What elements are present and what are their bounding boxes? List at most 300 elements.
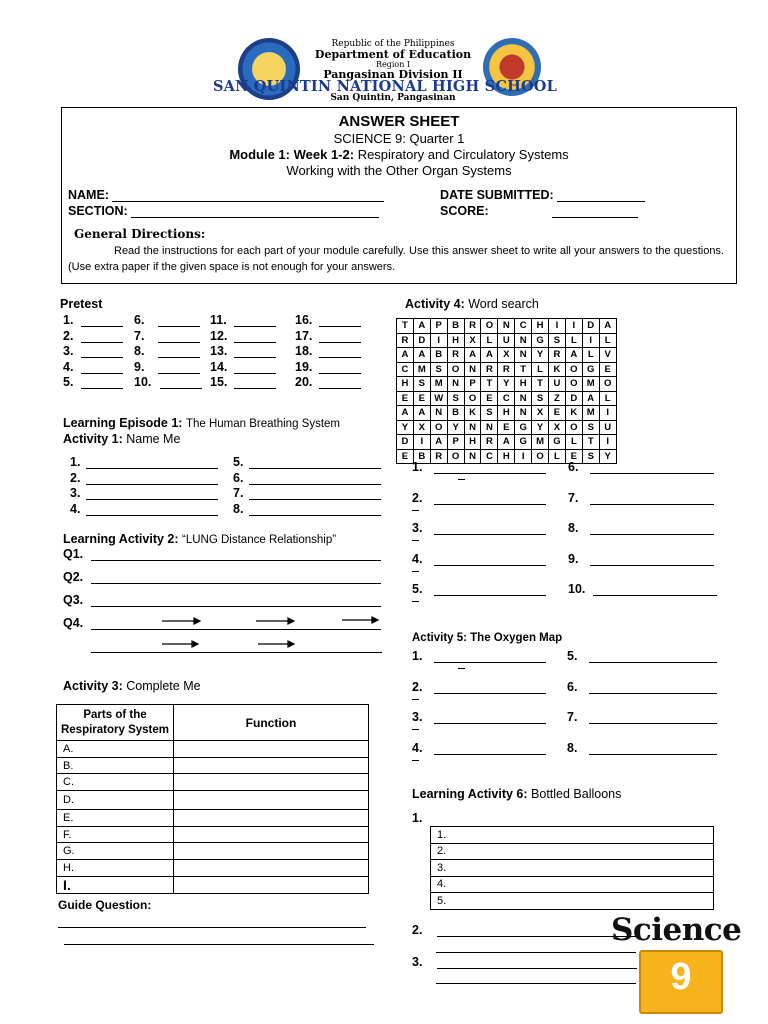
activity4-answer-line[interactable] [434,462,546,474]
underscore-mark [412,510,419,511]
word-search-cell[interactable]: O [481,319,498,334]
word-search-cell[interactable]: L [549,449,566,464]
function-cell[interactable] [174,774,369,791]
pretest-item-number: 7. [134,328,145,343]
word-search-cell[interactable]: V [599,348,616,363]
word-search-cell[interactable]: E [481,391,498,406]
word-search-cell[interactable]: N [447,377,464,392]
pretest-item-number: 13. [210,344,228,358]
function-cell[interactable] [174,876,369,893]
pretest-title: Pretest [60,297,103,311]
pretest-answer-line[interactable] [319,362,361,374]
activity2-answer-line[interactable] [91,572,381,584]
word-search-cell[interactable]: A [599,319,616,334]
word-search-cell[interactable]: R [447,348,464,363]
word-search-cell[interactable]: E [413,391,430,406]
activity4-item[interactable] [412,521,546,535]
pretest-item[interactable] [63,313,123,327]
word-search-cell[interactable]: M [430,377,447,392]
word-search-cell[interactable]: N [464,362,481,377]
pretest-item[interactable] [134,360,200,374]
activity5-answer-line[interactable] [434,712,546,724]
pretest-answer-line[interactable] [158,362,200,374]
word-search-cell[interactable]: C [515,319,532,334]
word-search-cell[interactable]: R [464,319,481,334]
activity4-answer-line[interactable] [590,462,714,474]
pretest-item[interactable] [295,329,361,343]
activity1-answer-line[interactable] [249,457,381,469]
module-topic: Respiratory and Circulatory Systems [357,147,569,162]
pretest-answer-line[interactable] [158,315,200,327]
word-search-cell[interactable]: L [599,391,616,406]
word-search-cell[interactable]: O [599,377,616,392]
part-cell[interactable]: G. [57,843,174,860]
pretest-item[interactable] [210,375,276,389]
word-search-cell[interactable]: A [413,406,430,421]
pretest-item-number: 18. [295,344,313,358]
activity1-item[interactable] [70,455,218,469]
pretest-answer-line[interactable] [319,377,361,389]
word-search-cell[interactable]: G [515,435,532,450]
pretest-answer-line[interactable] [319,315,361,327]
part-cell[interactable]: E. [57,810,174,827]
function-cell[interactable] [174,843,369,860]
word-search-cell[interactable]: S [582,449,599,464]
pretest-answer-line[interactable] [234,377,276,389]
activity6-q2-line[interactable] [437,925,637,937]
activity6-q3[interactable] [412,955,637,969]
word-search-cell[interactable]: Y [447,420,464,435]
function-cell[interactable] [174,810,369,827]
word-search-cell[interactable]: W [430,391,447,406]
activity2-question-number: Q2. [63,570,84,584]
activity5-item[interactable] [567,680,717,694]
word-search-cell[interactable]: O [565,362,582,377]
word-search-cell[interactable]: N [515,406,532,421]
word-search-cell[interactable]: K [464,406,481,421]
word-search-cell[interactable]: X [549,420,566,435]
part-cell[interactable]: A. [57,741,174,758]
word-search-cell[interactable]: T [582,435,599,450]
activity5-item[interactable] [567,741,717,755]
col-parts-header: Parts of the Respiratory System [57,705,174,741]
word-search-cell[interactable]: K [549,362,566,377]
word-search-cell[interactable]: I [582,333,599,348]
activity2-extra-line[interactable] [91,652,382,653]
activity4-item[interactable] [568,552,714,566]
word-search-cell[interactable]: P [464,377,481,392]
word-search-cell[interactable]: A [430,435,447,450]
pretest-item[interactable] [210,360,276,374]
word-search-cell[interactable]: L [565,333,582,348]
activity5-item[interactable] [567,710,717,724]
word-search-cell[interactable]: N [464,449,481,464]
word-search-cell[interactable]: U [549,377,566,392]
activity4-item-number: 6. [568,460,579,474]
word-search-cell[interactable]: S [532,391,549,406]
name-field[interactable] [112,189,384,202]
activity2-question[interactable] [63,570,381,584]
activity6-q2-number: 2. [412,923,423,937]
pretest-answer-line[interactable] [234,346,276,358]
pretest-item[interactable] [295,360,361,374]
word-search-cell[interactable]: Z [549,391,566,406]
word-search-cell[interactable]: M [582,377,599,392]
function-cell[interactable] [174,757,369,774]
pretest-answer-line[interactable] [81,362,123,374]
pretest-answer-line[interactable] [319,346,361,358]
activity1-item[interactable] [233,455,381,469]
word-search-cell[interactable]: S [413,377,430,392]
word-search-cell[interactable]: Y [599,449,616,464]
word-search-cell[interactable]: A [565,348,582,363]
activity4-answer-line[interactable] [590,493,714,505]
activity5-answer-line[interactable] [434,651,546,663]
activity5-item[interactable] [412,649,546,663]
pretest-answer-line[interactable] [81,346,123,358]
word-search-cell[interactable]: X [413,420,430,435]
word-search-cell[interactable]: A [481,348,498,363]
word-search-cell[interactable]: O [565,377,582,392]
pretest-item[interactable] [63,375,123,389]
word-search-cell[interactable]: A [397,348,414,363]
word-search-cell[interactable]: N [515,348,532,363]
word-search-cell[interactable]: X [464,333,481,348]
science-badge-word: Science [611,912,742,948]
word-search-cell[interactable]: U [599,420,616,435]
word-search-cell[interactable]: L [582,348,599,363]
activity5-item-number: 6. [567,679,578,694]
activity1-answer-line[interactable] [249,473,381,485]
word-search-cell[interactable]: G [532,333,549,348]
word-search-cell[interactable]: E [397,391,414,406]
part-cell[interactable]: H. [57,860,174,877]
word-search-grid [396,318,617,464]
activity4-item-number: 3. [412,521,423,535]
word-search-cell[interactable]: U [498,333,515,348]
pretest-item[interactable] [63,329,123,343]
pretest-item-number: 11. [210,313,227,327]
word-search-cell[interactable]: E [599,362,616,377]
activity4-item[interactable] [568,491,714,505]
word-search-cell[interactable]: G [582,362,599,377]
activity4-item[interactable] [412,552,546,566]
pretest-answer-line[interactable] [319,331,361,343]
underscore-mark [412,760,419,761]
word-search-cell[interactable]: I [599,406,616,421]
word-search-cell[interactable]: O [464,391,481,406]
word-search-cell[interactable]: L [532,362,549,377]
word-search-cell[interactable]: A [413,319,430,334]
pretest-item[interactable] [295,375,361,389]
function-cell[interactable] [174,860,369,877]
word-search-cell[interactable]: O [447,449,464,464]
pretest-item[interactable] [210,313,276,327]
activity1-item-number: 2. [70,470,81,485]
part-cell[interactable]: B. [57,757,174,774]
pretest-item[interactable] [63,360,123,374]
activity4-item[interactable] [568,521,714,535]
part-cell[interactable]: I. [57,876,174,893]
score-field[interactable] [552,205,638,218]
word-search-cell[interactable]: M [582,406,599,421]
word-search-cell[interactable]: S [582,420,599,435]
activity5-item[interactable] [412,710,546,724]
word-search-cell[interactable]: I [549,319,566,334]
word-search-cell[interactable]: L [599,333,616,348]
activity5-answer-line[interactable] [589,651,717,663]
activity5-answer-line[interactable] [589,743,717,755]
activity4-item[interactable] [412,460,546,474]
word-search-cell[interactable]: B [413,449,430,464]
word-search-cell[interactable]: D [397,435,414,450]
word-search-cell[interactable]: C [481,449,498,464]
activity2-answer-line[interactable] [91,549,381,561]
activity5-answer-line[interactable] [434,743,546,755]
word-search-cell[interactable]: A [582,391,599,406]
pretest-item[interactable] [210,344,276,358]
word-search-cell[interactable]: S [549,333,566,348]
word-search-cell[interactable]: H [447,333,464,348]
word-search-cell[interactable]: X [498,348,515,363]
activity6-list-item[interactable]: 3. [431,860,714,877]
word-search-cell[interactable]: B [447,319,464,334]
word-search-cell[interactable]: O [532,449,549,464]
activity1-item[interactable] [70,502,218,516]
word-search-cell[interactable]: R [397,333,414,348]
word-search-cell[interactable]: M [413,362,430,377]
activity1-answer-line[interactable] [249,504,381,516]
pretest-item[interactable] [134,344,200,358]
pretest-item[interactable] [295,313,361,327]
pretest-item[interactable] [210,329,276,343]
word-search-cell[interactable]: T [481,377,498,392]
pretest-item[interactable] [295,344,361,358]
activity4-answer-line[interactable] [590,554,714,566]
word-search-cell[interactable]: O [447,362,464,377]
pretest-answer-line[interactable] [234,331,276,343]
part-cell[interactable]: D. [57,791,174,810]
pretest-answer-line[interactable] [234,315,276,327]
activity1-item[interactable] [70,486,218,500]
pretest-answer-line[interactable] [158,346,200,358]
function-cell[interactable] [174,741,369,758]
word-search-cell[interactable]: H [515,377,532,392]
word-search-cell[interactable]: P [447,435,464,450]
activity4-answer-line[interactable] [434,493,546,505]
word-search-cell[interactable]: D [413,333,430,348]
activity6-q3-line-2[interactable] [436,983,636,984]
score-label: SCORE: [440,204,489,218]
activity1-title: Name Me [126,432,181,446]
section-field[interactable] [131,205,379,218]
section-label: SECTION: [68,204,128,218]
activity1-item[interactable] [233,502,381,516]
pretest-answer-line[interactable] [81,377,123,389]
function-cell[interactable] [174,826,369,843]
word-search-cell[interactable]: R [481,435,498,450]
activity1-answer-line[interactable] [249,488,381,500]
pretest-answer-line[interactable] [81,315,123,327]
word-search-cell[interactable]: N [430,406,447,421]
pretest-item[interactable] [134,375,202,389]
word-search-cell[interactable]: T [532,377,549,392]
activity5-item[interactable] [412,741,546,755]
word-search-cell[interactable]: Y [532,420,549,435]
activity4-item[interactable] [568,460,714,474]
part-cell[interactable]: C. [57,774,174,791]
pretest-item-number: 12. [210,328,228,343]
word-search-cell[interactable]: E [397,449,414,464]
activity6-list-item[interactable]: 1. [431,827,714,844]
word-search-cell[interactable]: X [532,406,549,421]
word-search-cell[interactable]: S [447,391,464,406]
function-cell[interactable] [174,791,369,810]
word-search-cell[interactable]: H [464,435,481,450]
activity6-q2-line-2[interactable] [436,952,636,953]
word-search-cell[interactable]: T [397,319,414,334]
word-search-cell[interactable]: N [498,319,515,334]
activity2-question[interactable] [63,547,381,561]
activity1-item[interactable] [70,471,218,485]
pretest-answer-line[interactable] [160,377,202,389]
word-search-cell[interactable]: I [515,449,532,464]
activity4-answer-line[interactable] [434,523,546,535]
word-search-cell[interactable]: D [565,391,582,406]
activity1-answer-line[interactable] [86,504,218,516]
date-field[interactable] [557,189,645,202]
pretest-item-number: 15. [210,375,228,389]
activity1-answer-line[interactable] [86,488,218,500]
word-search-cell[interactable]: Y [532,348,549,363]
word-search-cell[interactable]: K [565,406,582,421]
word-search-cell[interactable]: I [599,435,616,450]
word-search-cell[interactable]: H [498,406,515,421]
activity1-answer-line[interactable] [86,473,218,485]
word-search-cell[interactable]: S [481,406,498,421]
activity6-list-item[interactable]: 2. [431,843,714,860]
word-search-cell[interactable]: Y [498,377,515,392]
word-search-cell[interactable]: S [430,362,447,377]
word-search-cell[interactable]: G [549,435,566,450]
activity2-answer-line[interactable] [91,595,381,607]
word-search-cell[interactable]: D [582,319,599,334]
activity4-answer-line[interactable] [593,584,717,596]
activity6-list-item[interactable]: 4. [431,876,714,893]
word-search-cell[interactable]: B [430,348,447,363]
activity5-item[interactable] [412,680,546,694]
word-search-cell[interactable]: L [565,435,582,450]
activity1-item[interactable] [233,471,381,485]
word-search-cell[interactable]: B [447,406,464,421]
word-search-cell[interactable]: E [565,449,582,464]
activity6-list-item[interactable]: 5. [431,893,714,910]
activity1-label: Activity 1: [63,432,123,446]
word-search-cell[interactable]: E [549,406,566,421]
name-label: NAME: [68,188,109,202]
activity6-q2[interactable] [412,923,637,937]
word-search-cell[interactable]: N [464,420,481,435]
activity5-item[interactable] [567,649,717,663]
activity4-item[interactable] [568,582,717,596]
department-text: Department of Education [314,48,472,62]
word-search-cell[interactable]: L [481,333,498,348]
word-search-cell[interactable]: O [430,420,447,435]
science-badge-box [639,950,723,1014]
word-search-cell[interactable]: O [565,420,582,435]
word-search-cell[interactable]: P [430,319,447,334]
pretest-item[interactable] [63,344,123,358]
part-cell[interactable]: F. [57,826,174,843]
activity4-answer-line[interactable] [434,554,546,566]
activity5-answer-line[interactable] [434,682,546,694]
pretest-item[interactable] [134,329,200,343]
word-search-cell[interactable]: C [498,391,515,406]
word-search-cell[interactable]: I [413,435,430,450]
word-search-cell[interactable]: T [515,362,532,377]
activity6-q3-line[interactable] [437,957,637,969]
activity4-answer-line[interactable] [434,584,546,596]
word-search-cell[interactable]: A [397,406,414,421]
word-search-cell[interactable]: E [498,420,515,435]
word-search-cell[interactable]: R [481,362,498,377]
word-search-cell[interactable]: H [397,377,414,392]
sheet-title: ANSWER SHEET [338,113,460,130]
activity5-answer-line[interactable] [589,682,717,694]
sheet-subject: SCIENCE 9: Quarter 1 [333,131,465,146]
word-search-cell[interactable]: G [515,420,532,435]
pretest-item-number: 14. [210,359,228,374]
activity5-item-number: 2. [412,679,423,694]
pretest-answer-line[interactable] [234,362,276,374]
activity1-item[interactable] [233,486,381,500]
activity1-answer-line[interactable] [86,457,218,469]
activity4-item[interactable] [412,582,546,596]
word-search-cell[interactable]: N [515,391,532,406]
word-search-cell[interactable]: C [397,362,414,377]
word-search-cell[interactable]: R [430,449,447,464]
activity4-item[interactable] [412,491,546,505]
activity5-answer-line[interactable] [589,712,717,724]
word-search-cell[interactable]: A [498,435,515,450]
underscore-mark [412,729,419,730]
word-search-cell[interactable]: Y [397,420,414,435]
activity5-item-number: 3. [412,710,423,724]
word-search-cell[interactable]: H [532,319,549,334]
activity4-answer-line[interactable] [590,523,714,535]
pretest-answer-line[interactable] [81,331,123,343]
pretest-item[interactable] [134,313,200,327]
activity2-question-number: Q1. [63,547,84,561]
guide-answer-line-2[interactable] [64,944,374,945]
word-search-cell[interactable]: N [515,333,532,348]
word-search-cell[interactable]: A [413,348,430,363]
pretest-item-number: 17. [295,328,313,343]
guide-answer-line-1[interactable] [58,927,366,928]
word-search-cell[interactable]: R [498,362,515,377]
pretest-answer-line[interactable] [158,331,200,343]
word-search-cell[interactable]: M [532,435,549,450]
pretest-item-number: 2. [63,328,74,343]
word-search-cell[interactable]: R [549,348,566,363]
word-search-cell[interactable]: H [498,449,515,464]
word-search-cell[interactable]: N [481,420,498,435]
word-search-cell[interactable]: A [464,348,481,363]
word-search-cell[interactable]: I [430,333,447,348]
activity2-question[interactable] [63,593,381,607]
word-search-cell[interactable]: I [565,319,582,334]
activity1-item-number: 6. [233,470,244,485]
